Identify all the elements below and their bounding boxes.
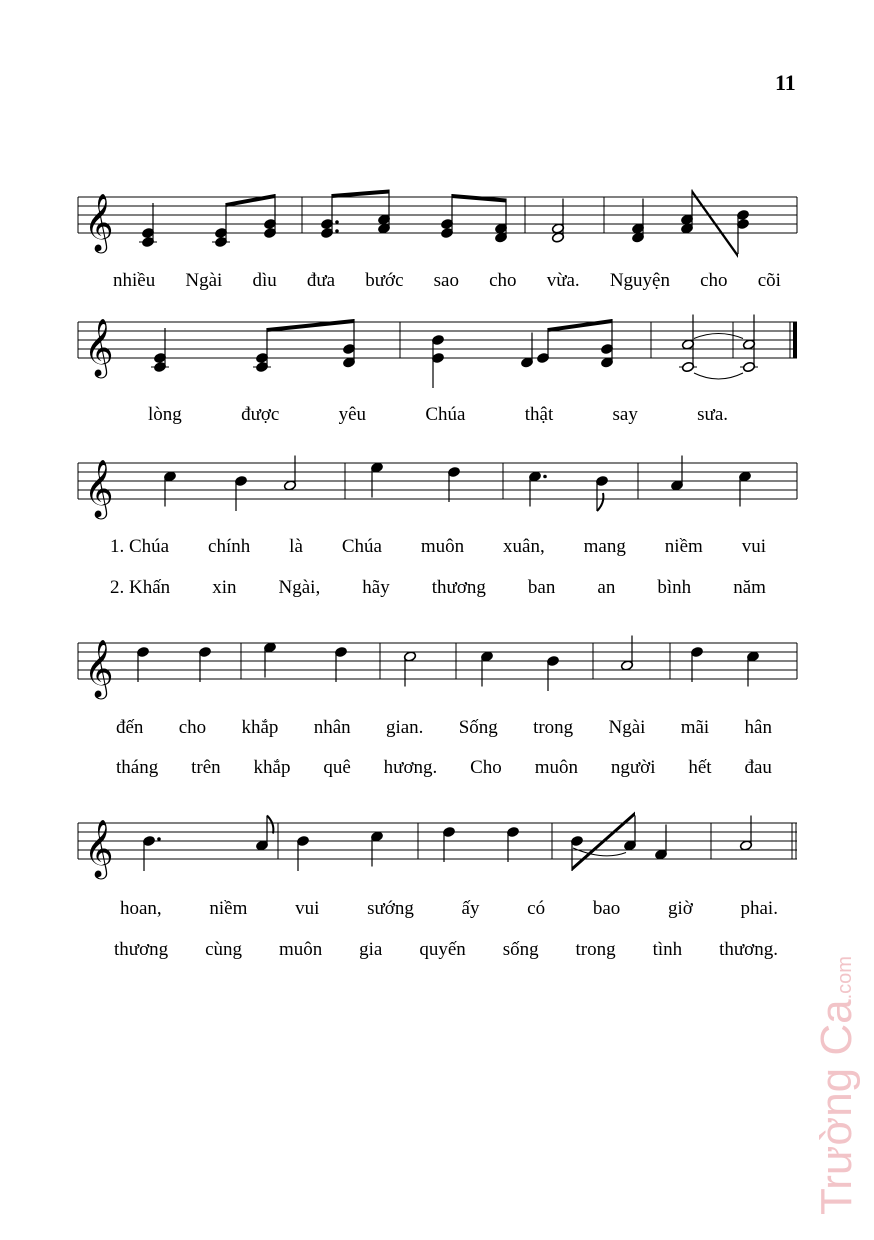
lyric-word: niềm bbox=[664, 536, 703, 557]
lyric-word: khắp bbox=[241, 717, 279, 738]
dot bbox=[157, 837, 161, 841]
lyric-word: bình bbox=[657, 577, 692, 598]
lyric-word: Ngài bbox=[608, 717, 646, 738]
final-barline bbox=[793, 322, 797, 358]
lyrics-line-verse-2 bbox=[114, 939, 778, 961]
lyric-word: Chúa bbox=[425, 404, 466, 425]
lyric-word: Sống bbox=[458, 717, 498, 738]
lyric-word: tình bbox=[652, 939, 683, 960]
lyric-word: được bbox=[241, 404, 280, 425]
lyric-word: vui bbox=[295, 898, 320, 919]
lyric-word: giờ bbox=[667, 898, 693, 919]
treble-clef-icon: 𝄞 bbox=[84, 459, 114, 517]
lyric-word: Nguyện bbox=[609, 270, 670, 291]
lyric-word: say bbox=[612, 404, 638, 425]
dot bbox=[543, 475, 547, 479]
lyric-word: muôn bbox=[420, 536, 465, 557]
lyric-word: quyến bbox=[419, 939, 466, 960]
lyrics-line bbox=[113, 270, 781, 292]
lyric-word: cho bbox=[489, 270, 517, 291]
lyric-word: trong bbox=[575, 939, 616, 960]
lyric-word: thương bbox=[431, 577, 486, 598]
lyrics-line-verse-1 bbox=[120, 898, 778, 920]
slur bbox=[573, 848, 626, 856]
lyric-word: Chúa bbox=[341, 536, 382, 557]
lyric-word: ấy bbox=[461, 898, 480, 919]
lyric-word: cùng bbox=[205, 939, 242, 960]
lyric-word: sao bbox=[433, 270, 459, 291]
treble-clef-icon: 𝄞 bbox=[84, 639, 114, 697]
lyrics-line bbox=[148, 404, 728, 426]
lyric-word: xin bbox=[212, 577, 237, 598]
flag bbox=[597, 493, 603, 511]
beam bbox=[452, 194, 506, 203]
lyric-word: năm bbox=[733, 577, 766, 598]
lyric-word: vui bbox=[741, 536, 766, 557]
lyric-word: thương bbox=[114, 939, 169, 960]
beam bbox=[548, 319, 612, 332]
lyric-word: khắp bbox=[253, 757, 291, 778]
lyric-word: hân bbox=[744, 717, 772, 738]
lyric-word: chính bbox=[208, 536, 251, 557]
lyric-word: hoan, bbox=[120, 898, 162, 919]
beam bbox=[226, 194, 275, 207]
lyric-word: nhân bbox=[313, 717, 351, 738]
lyric-word: trên bbox=[191, 757, 221, 778]
lyric-word: sướng bbox=[367, 898, 414, 919]
lyrics-line-verse-1 bbox=[110, 536, 766, 558]
lyric-word: mãi bbox=[680, 717, 710, 738]
beam bbox=[267, 319, 354, 332]
lyric-word: niềm bbox=[209, 898, 248, 919]
lyric-word: lòng bbox=[148, 404, 182, 425]
lyric-word: quê bbox=[323, 757, 351, 778]
lyric-word: Cho bbox=[470, 757, 502, 778]
lyric-word: hương. bbox=[383, 757, 438, 778]
dot bbox=[335, 229, 339, 233]
watermark-suffix: .com bbox=[834, 956, 856, 1000]
lyric-word: muôn bbox=[534, 757, 578, 778]
lyric-word: ban bbox=[527, 577, 556, 598]
lyric-word: trong bbox=[533, 717, 574, 738]
lyric-word: an bbox=[597, 577, 616, 598]
lyric-word: tháng bbox=[116, 757, 159, 778]
lyric-word: người bbox=[610, 757, 656, 778]
lyric-word: có bbox=[527, 898, 546, 919]
lyric-word: cõi bbox=[757, 270, 781, 291]
treble-clef-icon: 𝄞 bbox=[84, 318, 114, 376]
lyric-word: cho bbox=[178, 717, 207, 738]
flag bbox=[267, 816, 273, 834]
page-number: 11 bbox=[775, 70, 796, 95]
lyric-word: gian. bbox=[385, 717, 424, 738]
tie bbox=[694, 373, 743, 379]
lyric-word: thương. bbox=[719, 939, 778, 960]
lyrics-line-verse-2 bbox=[116, 757, 772, 779]
lyric-word: muôn bbox=[278, 939, 323, 960]
lyric-word: gia bbox=[359, 939, 383, 960]
treble-clef-icon: 𝄞 bbox=[84, 819, 114, 877]
lyric-word: nhiều bbox=[113, 270, 156, 291]
lyric-word: sống bbox=[502, 939, 539, 960]
lyric-word: bao bbox=[592, 898, 621, 919]
lyric-word: đau bbox=[744, 757, 772, 778]
lyric-word: mang bbox=[583, 536, 626, 557]
lyric-word: bước bbox=[365, 270, 404, 291]
watermark-logo bbox=[812, 956, 862, 1215]
lyric-word: hãy bbox=[362, 577, 390, 598]
lyric-word: đến bbox=[116, 717, 144, 738]
lyric-word: hết bbox=[688, 757, 712, 778]
lyric-word: vừa. bbox=[546, 270, 580, 291]
lyric-word: 2. Khấn bbox=[110, 577, 171, 598]
lyric-word: cho bbox=[700, 270, 728, 291]
lyric-word: thật bbox=[524, 404, 554, 425]
lyric-word: yêu bbox=[338, 404, 367, 425]
lyric-word: xuân, bbox=[503, 536, 545, 557]
lyric-word: Ngài bbox=[185, 270, 223, 291]
treble-clef-icon: 𝄞 bbox=[84, 193, 114, 251]
lyrics-line-verse-2 bbox=[110, 577, 766, 599]
lyric-word: phai. bbox=[740, 898, 778, 919]
lyric-word: dìu bbox=[252, 270, 277, 291]
lyric-word: đưa bbox=[306, 270, 336, 291]
tie bbox=[694, 334, 743, 339]
lyric-word: sưa. bbox=[697, 404, 728, 425]
dot bbox=[335, 220, 339, 224]
lyric-word: Ngài, bbox=[278, 577, 321, 598]
lyric-word: 1. Chúa bbox=[110, 536, 170, 557]
watermark-text: Trường Ca bbox=[812, 999, 861, 1215]
lyrics-line-verse-1 bbox=[116, 717, 772, 739]
lyric-word: là bbox=[289, 536, 303, 557]
